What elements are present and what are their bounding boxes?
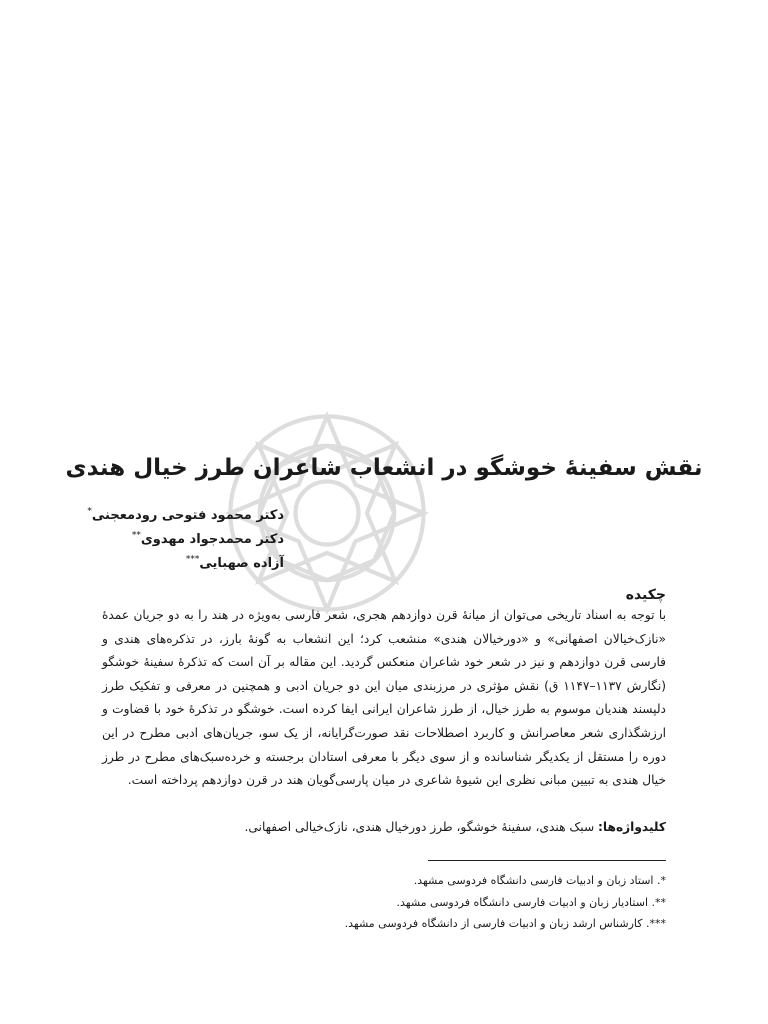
author-1: [44, 504, 284, 528]
author-3: [44, 552, 284, 576]
footnote-text: کارشناس ارشد زبان و ادبیات فارسی از دانشگاه فردوسی مشهد.: [344, 917, 643, 930]
keywords-line: [102, 816, 666, 838]
footnote-mark: *.: [657, 874, 666, 887]
footnote-2: [236, 892, 666, 914]
author-footnote-mark: *: [87, 506, 92, 517]
footnote-mark: ***.: [646, 917, 666, 930]
footnote-3: [236, 913, 666, 935]
abstract-heading: چکیده: [625, 587, 666, 603]
paper-title: نقش سفینهٔ خوشگو در انشعاب شاعران طرز خیال هندی: [65, 455, 703, 482]
author-list: [44, 504, 284, 576]
footnote-text: استاد زبان و ادبیات فارسی دانشگاه فردوسی مشهد.: [413, 874, 654, 887]
footnote-text: استادیار زبان و ادبیات فارسی دانشگاه فردوسی مشهد.: [396, 895, 648, 909]
keywords-text: سبک هندی، سفینهٔ خوشگو، طرز دورخیال هندی، نازک‌خیالی اصفهانی.: [244, 820, 595, 834]
author-footnote-mark: **: [131, 530, 141, 541]
author-name: دکتر محمود فتوحی رودمعجنی: [91, 508, 284, 523]
author-name: آزاده صهبایی: [199, 556, 284, 571]
footnote-mark: **.: [651, 895, 666, 909]
author-footnote-mark: ***: [185, 554, 200, 565]
footnote-1: [236, 870, 666, 892]
author-name: دکتر محمدجواد مهدوی: [140, 532, 284, 547]
abstract-body: با توجه به اسناد تاریخی می‌توان از میانهٔ قرن دوازدهم هجری، شعر فارسی به‌ویژه در هند را به دو جریان عمدهٔ «نازک‌خیالان اصفهانی» و «دورخیالان هندی» منشعب کرد؛ این انشعاب به گونهٔ بارز، در تذکره‌های هندی و فارسی قرن دوازدهم و نیز در شعر خود شاعران منعکس گردید. این مقاله بر آن است که تذکرهٔ سفینهٔ خوشگو (نگارش ۱۱۳۷–۱۱۴۷ ق) نقش مؤثری در مرزبندی میان این دو جریان ادبی و همچنین در معرفی و تفکیک طرز دلپسند هندیان موسوم به طرز خیال، از طرز شاعران ایرانی ایفا کرده است. خوشگو در تذکرهٔ خود با قضاوت و ارزشگذاری شعر معاصرانش و کاربرد اصطلاحات نقد صورت‌گرایانه، از یک سو، جریان‌های ادبی مطرح در این دوره را مستقل از یکدیگر شناسانده و از سوی دیگر با معرفی استادان برجسته و خرده‌سبک‌های مطرح در طرز خیال هندی به تبیین مبانی نظری این شیوهٔ شاعری در میان پارسی‌گویان هند در قرن دوازدهم پرداخته است.: [102, 608, 666, 788]
footnote-divider: [428, 860, 666, 861]
author-2: [44, 528, 284, 552]
footnotes: [236, 870, 666, 935]
keywords-label: کلیدواژه‌ها:: [598, 820, 666, 834]
